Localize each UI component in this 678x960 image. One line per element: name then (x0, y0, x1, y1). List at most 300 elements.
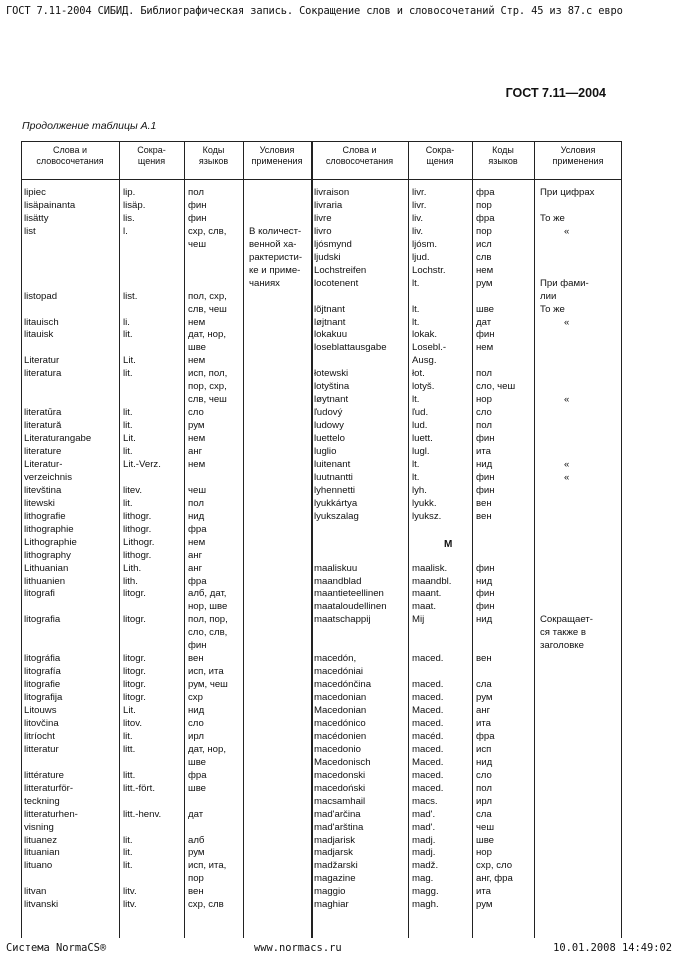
right-cell: luett. (412, 433, 433, 445)
right-cell: lt. (412, 277, 420, 289)
left-cell: lit. (123, 329, 133, 341)
right-cell: maced. (412, 692, 444, 704)
right-cell: пол (476, 368, 492, 380)
right-cell: Maced. (412, 756, 444, 768)
right-cell: вен (476, 653, 492, 665)
browser-title-bar: ГОСТ 7.11-2004 СИБИД. Библиографическая запись. Сокращение слов и словосочетаний Стр. 45 из 87.с евро (6, 5, 623, 17)
right-cell: анг (476, 705, 491, 716)
left-cell: litográfia (24, 653, 61, 665)
right-cell: mag. (412, 873, 434, 885)
right-cell: При фами- (540, 277, 589, 289)
right-cell: ľudový (314, 407, 343, 419)
left-cell: пор (188, 873, 204, 885)
left-cell: lit. (123, 420, 133, 432)
right-cell: Сокращает- (540, 614, 593, 626)
right-cell: macedónico (314, 717, 366, 729)
left-cell: анг (188, 446, 203, 457)
left-cell: litauisch (24, 316, 59, 328)
right-cell: magg. (412, 886, 439, 898)
right-cell: « (564, 471, 570, 483)
right-cell: дат (476, 316, 492, 328)
left-cell: litogr. (123, 679, 146, 691)
left-cell: litogr. (123, 614, 146, 626)
column-header: Слова и словосочетания (325, 145, 394, 166)
right-cell: maant. (412, 588, 442, 600)
left-cell: li. (123, 316, 130, 328)
right-cell: madžarski (314, 860, 358, 872)
right-cell: livraria (314, 199, 343, 211)
right-cell: фин (476, 471, 495, 483)
right-cell: mad'. (412, 821, 436, 833)
right-cell: lyukk. (412, 497, 437, 509)
left-cell: litev. (123, 484, 143, 496)
left-cell: схр, слв, (188, 225, 227, 237)
right-cell: macs. (412, 795, 438, 807)
right-cell: lõjtnant (314, 303, 345, 315)
left-cell: слв, чеш (188, 394, 227, 406)
right-cell: livro (314, 225, 332, 237)
standard-id: ГОСТ 7.11—2004 (505, 86, 606, 100)
column-divider (21, 141, 22, 938)
right-cell: Maced. (412, 705, 444, 716)
right-cell: ита (476, 446, 491, 457)
left-cell: Litouws (24, 705, 57, 716)
column-header: Условия применения (552, 145, 604, 166)
right-cell: løytnant (314, 394, 349, 406)
right-cell: фин (476, 601, 495, 613)
left-cell: пол, схр, (188, 290, 227, 302)
left-cell: Lit. (123, 433, 136, 445)
left-cell: litewski (24, 497, 55, 509)
left-cell: lit. (123, 446, 133, 457)
right-cell: lud. (412, 420, 428, 432)
right-cell: ся также в (540, 627, 586, 639)
right-cell: Lochstreifen (314, 264, 367, 276)
right-cell: сла (476, 679, 492, 691)
right-cell: чеш (476, 821, 495, 833)
right-cell: шве (476, 834, 495, 846)
right-cell: ита (476, 717, 491, 729)
left-cell: вен (188, 886, 204, 898)
right-cell: macedonio (314, 743, 361, 755)
left-cell: litríocht (24, 730, 55, 742)
right-cell: łot. (412, 368, 425, 380)
left-cell: ирл (188, 730, 204, 742)
left-cell: слв, чеш (188, 303, 227, 315)
right-cell: рум (476, 277, 493, 289)
right-cell: maat. (412, 601, 436, 613)
left-cell: litogr. (123, 653, 146, 665)
left-cell: сло (188, 717, 204, 729)
right-cell: фра (476, 212, 495, 224)
left-cell: схр (188, 692, 203, 704)
left-cell: lisätty (24, 212, 49, 224)
right-cell: lugl. (412, 446, 430, 457)
left-cell: littérature (24, 769, 64, 781)
right-cell: liv. (412, 212, 424, 224)
footer-system: Система NormaCS® (6, 942, 107, 954)
right-cell: madjarisk (314, 834, 356, 846)
right-cell: luitenant (314, 458, 351, 470)
column-divider (184, 141, 185, 938)
left-cell: lituanian (24, 847, 60, 859)
right-cell: maantieteellinen (314, 588, 384, 600)
right-cell: maalisk. (412, 562, 448, 574)
right-cell: mad'. (412, 808, 436, 820)
column-header: Коды языков (198, 145, 229, 166)
right-cell: lotyš. (412, 381, 435, 393)
left-cell: чеш (188, 238, 207, 250)
right-cell: ljudski (314, 251, 341, 263)
right-cell: фин (476, 562, 495, 574)
right-cell: Macedonian (314, 705, 367, 716)
left-cell: рум (188, 847, 205, 859)
header-bottom-border (21, 179, 622, 180)
right-cell: macedonski (314, 769, 366, 781)
left-cell: lithography (24, 549, 71, 561)
left-cell: lit. (123, 407, 133, 419)
right-cell: madj. (412, 847, 436, 859)
left-cell: lit. (123, 860, 133, 872)
left-cell: l. (123, 225, 128, 237)
right-cell: madj. (412, 834, 436, 846)
right-cell: Mij (412, 614, 425, 626)
left-cell: litografie (24, 679, 61, 691)
right-cell: исп (476, 743, 492, 755)
right-cell: maced. (412, 653, 444, 665)
right-cell: анг, фра (476, 873, 513, 885)
right-cell: нем (476, 342, 494, 354)
right-cell: macédonien (314, 730, 367, 742)
right-cell: macedón, (314, 653, 357, 665)
right-cell: Macedonisch (314, 756, 371, 768)
left-cell: шве (188, 342, 207, 354)
left-cell: Lithuanian (24, 562, 69, 574)
right-cell: maandbl. (412, 575, 452, 587)
left-cell: рум, чеш (188, 679, 228, 691)
right-cell: maced. (412, 743, 444, 755)
column-divider (534, 141, 535, 938)
right-cell: То же (540, 212, 565, 224)
left-cell: lituanez (24, 834, 58, 846)
right-cell: maced. (412, 679, 444, 691)
right-cell: нид (476, 458, 493, 470)
right-cell: luettelo (314, 433, 345, 445)
right-cell: ludowy (314, 420, 344, 432)
column-divider (243, 141, 244, 938)
left-cell: lis. (123, 212, 135, 224)
left-cell: litogr. (123, 692, 146, 704)
left-cell: нем (188, 458, 206, 470)
left-cell: нид (188, 705, 205, 716)
left-cell: litteratur (24, 743, 59, 755)
left-cell: анг (188, 562, 203, 574)
right-cell: lotyština (314, 381, 350, 393)
left-cell: litteraturhen- (24, 808, 78, 820)
left-cell: нор, шве (188, 601, 228, 613)
right-cell: нор (476, 847, 492, 859)
right-cell: сло (476, 769, 492, 781)
right-cell: løjtnant (314, 316, 346, 328)
right-cell: нид (476, 575, 493, 587)
right-cell: ирл (476, 795, 492, 807)
left-cell: пол (188, 187, 204, 198)
left-cell: фра (188, 523, 207, 535)
right-cell: magh. (412, 899, 439, 911)
left-cell: Lithographie (24, 536, 77, 548)
table-caption: Продолжение таблицы А.1 (22, 120, 157, 132)
right-cell: maataloudellinen (314, 601, 387, 613)
right-cell: нем (476, 264, 494, 276)
left-cell: анг (188, 549, 203, 561)
right-cell: liv. (412, 225, 424, 237)
left-cell: фра (188, 769, 207, 781)
left-cell: litov. (123, 717, 143, 729)
right-cell: ljósmynd (314, 238, 352, 250)
right-cell: фин (476, 588, 495, 600)
left-cell: litt. (123, 769, 136, 781)
left-cell: lit. (123, 834, 133, 846)
left-cell: lithuanien (24, 575, 66, 587)
left-cell: list. (123, 290, 138, 302)
left-cell: lithogr. (123, 549, 152, 561)
right-cell: maced. (412, 717, 444, 729)
left-cell: visning (24, 821, 54, 833)
right-cell: maced. (412, 769, 444, 781)
right-cell: ljud. (412, 251, 430, 263)
section-letter-m: М (444, 538, 453, 550)
left-cell: чеш (188, 484, 207, 496)
abbreviation-table (21, 141, 622, 938)
right-cell: madjarsk (314, 847, 353, 859)
column-header: Сокра- щения (137, 145, 166, 166)
left-cell: litvanski (24, 899, 59, 911)
right-cell: Lochstr. (412, 264, 446, 276)
right-cell: фра (476, 187, 495, 198)
left-cell: фин (188, 199, 207, 211)
footer-url[interactable]: www.normacs.ru (254, 942, 342, 954)
right-cell: сла (476, 808, 492, 820)
right-cell: macedóniai (314, 666, 364, 678)
right-cell: lt. (412, 316, 420, 328)
right-cell: livraison (314, 187, 350, 198)
left-cell: litografi (24, 588, 55, 600)
left-cell: венной ха- (249, 238, 297, 250)
right-cell: пол (476, 782, 492, 794)
right-cell: сло, чеш (476, 381, 516, 393)
right-cell: « (564, 394, 570, 406)
left-cell: lisäpainanta (24, 199, 76, 211)
right-cell: « (564, 225, 570, 237)
right-cell: пол (476, 420, 492, 432)
right-cell: фин (476, 329, 495, 341)
left-cell: Lit. (123, 355, 136, 367)
column-header: Сокра- щения (425, 145, 455, 166)
right-cell: livre (314, 212, 332, 224)
left-cell: litauisk (24, 329, 54, 341)
right-cell: рум (476, 692, 493, 704)
left-cell: Literaturangabe (24, 433, 92, 445)
left-cell: Literatur- (24, 458, 63, 470)
right-cell: mad'arština (314, 821, 364, 833)
right-cell: рум (476, 899, 493, 911)
left-cell: Lit. (123, 705, 136, 716)
right-cell: loseblattausgabe (314, 342, 387, 354)
column-divider (621, 141, 622, 938)
left-cell: lisäp. (123, 199, 146, 211)
right-cell: нор (476, 394, 492, 406)
right-cell: пор (476, 225, 492, 237)
right-cell: исл (476, 238, 492, 250)
left-cell: рактеристи- (249, 251, 303, 263)
right-cell: macedónčina (314, 679, 372, 691)
right-cell: lokakuu (314, 329, 348, 341)
left-cell: litt.-henv. (123, 808, 162, 820)
right-cell: При цифрах (540, 187, 595, 198)
left-cell: literatura (24, 368, 62, 380)
left-cell: дат (188, 808, 204, 820)
left-cell: list (24, 225, 36, 237)
right-cell: lokak. (412, 329, 438, 341)
right-cell: lt. (412, 471, 420, 483)
left-cell: verzeichnis (24, 471, 72, 483)
column-header: Условия применения (251, 145, 303, 166)
column-header: Слова и словосочетания (36, 145, 104, 166)
left-cell: пол, пор, (188, 614, 228, 626)
left-cell: сло, слв, (188, 627, 228, 639)
right-cell: luutnantti (314, 471, 353, 483)
left-cell: lit. (123, 847, 133, 859)
right-cell: lt. (412, 394, 420, 406)
right-cell: ľud. (412, 407, 429, 419)
right-cell: Losebl.- (412, 342, 447, 354)
left-cell: дат, нор, (188, 329, 227, 341)
right-cell: вен (476, 510, 492, 522)
left-cell: исп, пол, (188, 368, 228, 380)
right-cell: фин (476, 433, 495, 445)
left-cell: Lithogr. (123, 536, 155, 548)
left-cell: рум (188, 420, 205, 432)
left-cell: алб (188, 834, 205, 846)
left-cell: нем (188, 433, 206, 445)
left-cell: нем (188, 355, 206, 367)
column-divider (472, 141, 473, 938)
left-cell: litogr. (123, 666, 146, 678)
left-cell: teckning (24, 795, 60, 807)
right-cell: lyukszalag (314, 510, 359, 522)
left-cell: lith. (123, 575, 138, 587)
right-cell: лии (540, 290, 557, 302)
left-cell: literatură (24, 420, 62, 432)
left-cell: пол (188, 497, 204, 509)
left-cell: litv. (123, 899, 137, 911)
right-cell: « (564, 458, 570, 470)
right-cell: livr. (412, 199, 427, 211)
right-cell: maaliskuu (314, 562, 358, 574)
left-cell: нид (188, 510, 205, 522)
column-divider (408, 141, 409, 938)
column-divider (119, 141, 120, 938)
left-cell: litv. (123, 886, 137, 898)
right-cell: luglio (314, 446, 337, 457)
right-cell: madž. (412, 860, 439, 872)
right-cell: macedoński (314, 782, 366, 794)
right-cell: заголовке (540, 640, 584, 652)
left-cell: шве (188, 782, 207, 794)
right-cell: maggio (314, 886, 346, 898)
left-cell: сло (188, 407, 204, 419)
left-cell: litt. (123, 743, 136, 755)
right-cell: macéd. (412, 730, 444, 742)
left-cell: litteraturför- (24, 782, 74, 794)
left-cell: фра (188, 575, 207, 587)
right-cell: ljósm. (412, 238, 438, 250)
right-cell: lyuksz. (412, 510, 442, 522)
right-cell: mad'arčina (314, 808, 361, 820)
column-header: Коды языков (488, 145, 518, 166)
left-cell: literature (24, 446, 62, 457)
left-cell: lithografie (24, 510, 66, 522)
left-cell: litografija (24, 692, 63, 704)
right-cell: lyh. (412, 484, 427, 496)
right-cell: пор (476, 199, 492, 211)
right-cell: сло (476, 407, 492, 419)
table-top-border (21, 141, 622, 142)
right-cell: ита (476, 886, 491, 898)
left-cell: lituano (24, 860, 53, 872)
left-cell: literatūra (24, 407, 62, 419)
left-cell: litevština (24, 484, 62, 496)
left-cell: litografía (24, 666, 61, 678)
right-cell: lt. (412, 458, 420, 470)
right-cell: То же (540, 303, 565, 315)
left-cell: lipiec (24, 187, 46, 198)
left-cell: lithogr. (123, 523, 152, 535)
right-cell: livr. (412, 187, 427, 198)
right-cell: lyhennetti (314, 484, 356, 496)
left-cell: нем (188, 316, 206, 328)
left-cell: litografia (24, 614, 61, 626)
left-cell: алб, дат, (188, 588, 227, 600)
right-cell: maandblad (314, 575, 362, 587)
right-cell: шве (476, 303, 495, 315)
left-cell: ке и приме- (249, 264, 301, 276)
right-cell: lt. (412, 303, 420, 315)
left-cell: Literatur (24, 355, 60, 367)
right-cell: łotewski (314, 368, 349, 380)
right-cell: нид (476, 614, 493, 626)
left-cell: lit. (123, 730, 133, 742)
right-cell: слв (476, 251, 492, 263)
right-cell: macedonian (314, 692, 367, 704)
left-cell: litvan (24, 886, 47, 898)
left-cell: lit. (123, 368, 133, 380)
left-cell: пор, схр, (188, 381, 227, 393)
left-cell: схр, слв (188, 899, 224, 911)
right-cell: lyukkártya (314, 497, 358, 509)
right-cell: maced. (412, 782, 444, 794)
left-cell: litogr. (123, 588, 146, 600)
left-cell: lit. (123, 497, 133, 509)
right-cell: maghiar (314, 899, 349, 911)
right-cell: вен (476, 497, 492, 509)
left-cell: чаниях (249, 277, 280, 289)
left-cell: шве (188, 756, 207, 768)
left-cell: дат, нор, (188, 743, 227, 755)
left-cell: фин (188, 640, 207, 652)
right-cell: схр, сло (476, 860, 513, 872)
left-cell: lithographie (24, 523, 74, 535)
